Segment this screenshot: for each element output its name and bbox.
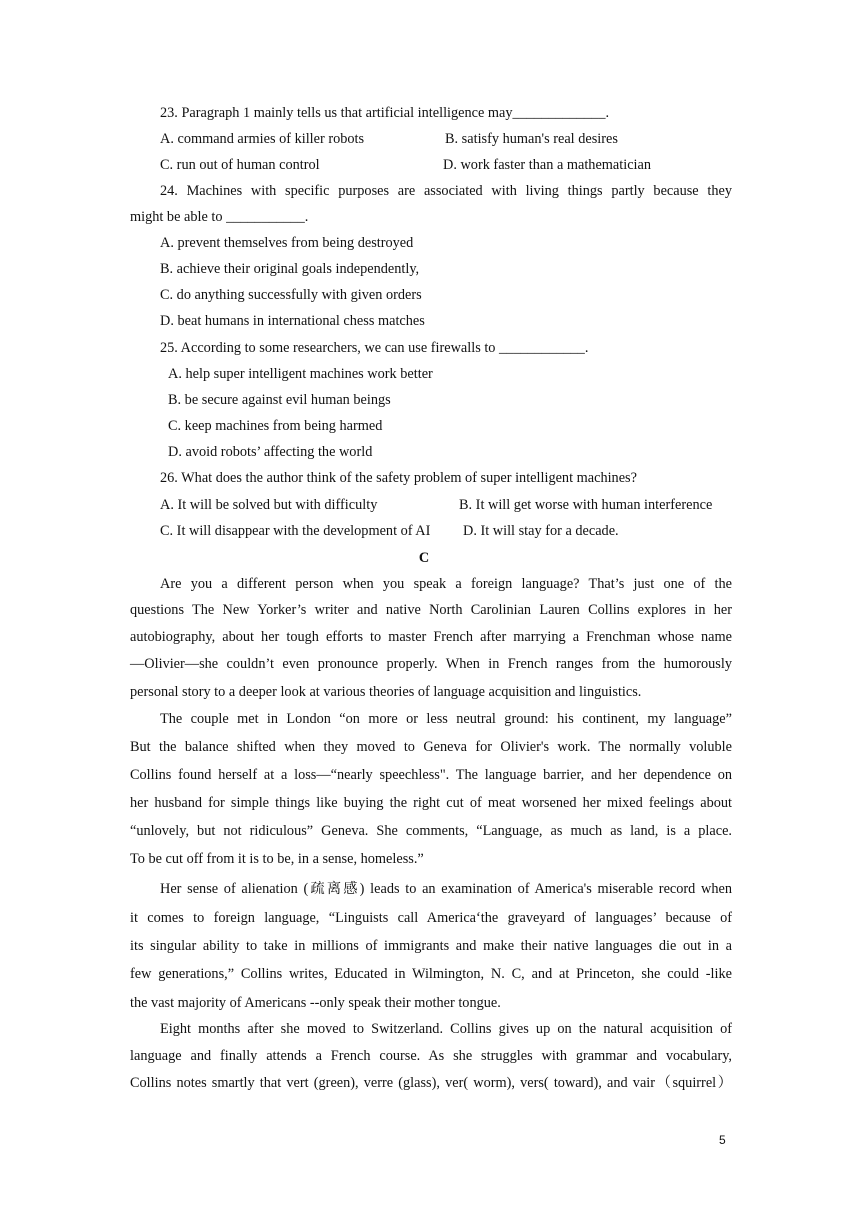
q24-option-d: D. beat humans in international chess matches bbox=[160, 313, 425, 329]
paragraph-3-line: it comes to foreign language, “Linguists call America‘the graveyard of languages’ because of bbox=[130, 910, 732, 926]
paragraph-1-line: Are you a different person when you speak a foreign language? That’s just one of the bbox=[160, 576, 732, 592]
paragraph-2-line: To be cut off from it is to be, in a sense, homeless.” bbox=[130, 851, 424, 867]
q25-option-a: A. help super intelligent machines work better bbox=[168, 366, 433, 382]
q23-option-b: B. satisfy human's real desires bbox=[445, 131, 618, 147]
paragraph-1-line: —Olivier—she couldn’t even pronounce properly. When in French ranges from the humorously bbox=[130, 656, 732, 672]
paragraph-4-line: Collins notes smartly that vert (green), verre (glass), ver( worm), vers( toward), and vair（squirrel） bbox=[130, 1075, 732, 1091]
paragraph-2-line: But the balance shifted when they moved to Geneva for Olivier's work. The normally voluble bbox=[130, 739, 732, 755]
q26-option-c: C. It will disappear with the development of AI bbox=[160, 523, 431, 539]
q25-stem: 25. According to some researchers, we can use firewalls to ____________. bbox=[160, 340, 589, 356]
q23-option-c: C. run out of human control bbox=[160, 157, 320, 173]
q24-option-a: A. prevent themselves from being destroyed bbox=[160, 235, 414, 251]
q23-option-d: D. work faster than a mathematician bbox=[443, 157, 652, 173]
paragraph-3-line: few generations,” Collins writes, Educated in Wilmington, N. C, and at Princeton, she could -like bbox=[130, 966, 732, 982]
paragraph-1-line: questions The New Yorker’s writer and native North Carolinian Lauren Collins explores in her bbox=[130, 602, 732, 618]
q26-option-a: A. It will be solved but with difficulty bbox=[160, 497, 378, 513]
paragraph-3-line: the vast majority of Americans --only speak their mother tongue. bbox=[130, 995, 501, 1011]
q25-option-d: D. avoid robots’ affecting the world bbox=[168, 444, 373, 460]
q24-stem-line1: 24. Machines with specific purposes are associated with living things partly because they bbox=[160, 183, 732, 199]
q25-option-b: B. be secure against evil human beings bbox=[168, 392, 391, 408]
q26-option-d: D. It will stay for a decade. bbox=[463, 523, 619, 539]
paragraph-4-line: language and finally attends a French course. As she struggles with grammar and vocabulary, bbox=[130, 1048, 732, 1064]
q24-option-c: C. do anything successfully with given orders bbox=[160, 287, 422, 303]
paragraph-2-line: “unlovely, but not ridiculous” Geneva. She comments, “Language, as much as land, is a place. bbox=[130, 823, 732, 839]
q24-stem-line2: might be able to ___________. bbox=[130, 209, 309, 225]
paragraph-1-line: personal story to a deeper look at various theories of language acquisition and linguistics. bbox=[130, 684, 642, 700]
page-number: 5 bbox=[719, 1133, 726, 1147]
paragraph-2-line: her husband for simple things like buying the right cut of meat worsened her mixed feelings about bbox=[130, 795, 732, 811]
q23-stem: 23. Paragraph 1 mainly tells us that artificial intelligence may_____________. bbox=[160, 105, 610, 121]
q26-option-b: B. It will get worse with human interference bbox=[459, 497, 713, 513]
q24-option-b: B. achieve their original goals independently, bbox=[160, 261, 420, 277]
q23-option-a: A. command armies of killer robots bbox=[160, 131, 365, 147]
paragraph-3-line: Her sense of alienation (疏离感) leads to an examination of America's miserable record when bbox=[160, 881, 732, 897]
paragraph-3-line: its singular ability to take in millions of immigrants and make their native languages die out in a bbox=[130, 938, 732, 954]
q25-option-c: C. keep machines from being harmed bbox=[168, 418, 383, 434]
paragraph-1-line: autobiography, about her tough efforts to master French after marrying a Frenchman whose name bbox=[130, 629, 732, 645]
paragraph-2-line: Collins found herself at a loss—“nearly speechless". The language barrier, and her dependence on bbox=[130, 767, 732, 783]
paragraph-2-line: The couple met in London “on more or less neutral ground: his continent, my language” bbox=[160, 711, 732, 727]
section-heading: C bbox=[418, 550, 430, 566]
paragraph-4-line: Eight months after she moved to Switzerland. Collins gives up on the natural acquisition of bbox=[160, 1021, 732, 1037]
q26-stem: 26. What does the author think of the safety problem of super intelligent machines? bbox=[160, 470, 637, 486]
